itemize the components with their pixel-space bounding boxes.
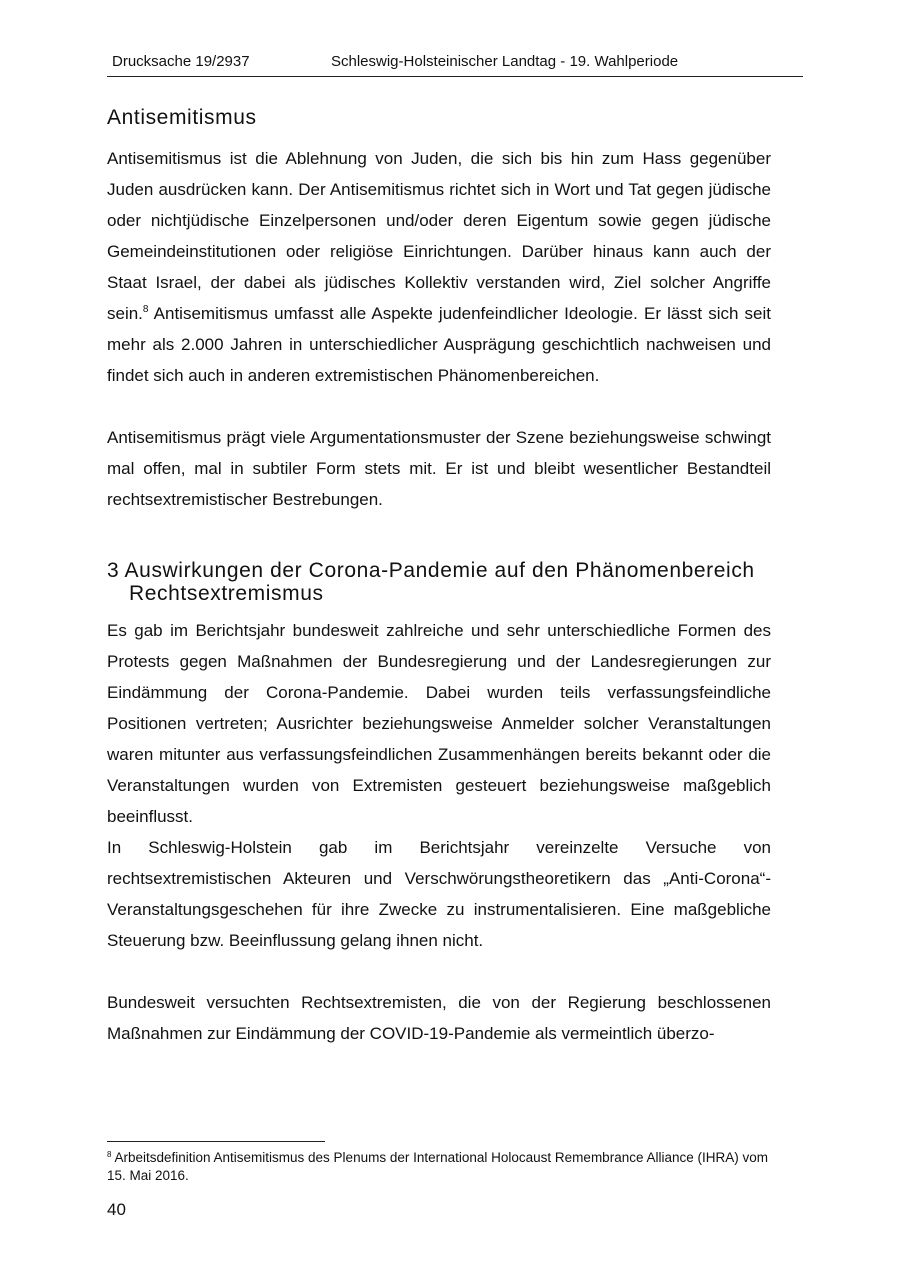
paragraph-gap bbox=[107, 391, 771, 422]
footnote-divider bbox=[107, 1141, 325, 1142]
paragraph-corona-protests: Es gab im Berichtsjahr bundesweit zahlreiche und sehr unterschiedliche Formen des Protests gegen Maßnahmen der Bundesregierung und der Landesregierungen zur Eindämmung der Corona-Pandemie. Dabei wurden teils verfassungsfeindliche Positionen vertreten; Ausrichter beziehungsweise Anmelder solcher Veranstaltungen waren mitunter aus verfassungsfeindlichen Zusammenhängen bereits bekannt oder die Veranstaltungen wurden von Extremisten gesteuert beziehungsweise maßgeblich beeinflusst. bbox=[107, 621, 771, 826]
heading-corona-chapter: 3 Auswirkungen der Corona-Pandemie auf den Phänomenbereich Rechtsextremismus bbox=[107, 559, 755, 605]
section-gap bbox=[107, 515, 771, 559]
page-number: 40 bbox=[107, 1200, 126, 1219]
paragraph-corona-bundesweit: Bundesweit versuchten Rechtsextremisten, die von der Regierung beschlossenen Maßnahmen zur Eindämmung der COVID-19-Pandemie als vermeintlich überzo- bbox=[107, 993, 771, 1043]
document-number: Drucksache 19/2937 bbox=[112, 53, 250, 70]
footnote bbox=[107, 1149, 771, 1185]
paragraph-text: Antisemitismus umfasst alle Aspekte judenfeindlicher Ideologie. Er lässt sich seit mehr als 2.000 Jahren in unterschiedlicher Ausprägung geschichtlich nachweisen und findet sich auch in anderen extremistischen Phänomenbereichen. bbox=[107, 304, 771, 385]
paragraph-corona-schleswig-holstein: In Schleswig-Holstein gab im Berichtsjahr vereinzelte Versuche von rechtsextremistischen Akteuren und Verschwörungstheoretikern das „Anti-Corona“-Veranstaltungsgeschehen für ihre Zwecke zu instrumentalisieren. Eine maßgebliche Steuerung bzw. Beeinflussung gelang ihnen nicht. bbox=[107, 838, 771, 950]
paragraph-antisemitismus-scene: Antisemitismus prägt viele Argumentationsmuster der Szene beziehungsweise schwingt mal offen, mal in subtiler Form stets mit. Er ist und bleibt wesentlicher Bestandteil rechtsextremistischer Bestrebungen. bbox=[107, 428, 771, 509]
footnote-text: Arbeitsdefinition Antisemitismus des Plenums der International Holocaust Remembrance Alliance (IHRA) vom 15. Mai 2016. bbox=[107, 1150, 768, 1183]
heading-antisemitismus: Antisemitismus bbox=[107, 106, 257, 129]
paragraph-text: Antisemitismus ist die Ablehnung von Juden, die sich bis hin zum Hass gegenüber Juden ausdrücken kann. Der Antisemitismus richtet sich in Wort und Tat gegen jüdische oder nichtjüdische Einzelpersonen und/oder deren Eigentum sowie gegen jüdische Gemeindeinstitutionen oder religiöse Einrichtungen. Darüber hinaus kann auch der Staat Israel, der dabei als jüdisches Kollektiv verstanden wird, Ziel solcher Angriffe sein. bbox=[107, 149, 771, 323]
paragraph-gap bbox=[107, 956, 771, 987]
page-body bbox=[107, 105, 771, 1049]
page-header bbox=[107, 52, 803, 77]
footnote-marker: 8 bbox=[107, 1150, 112, 1159]
footnote-reference: 8 bbox=[142, 304, 149, 315]
parliament-title: Schleswig-Holsteinischer Landtag - 19. Wahlperiode bbox=[331, 53, 679, 70]
paragraph-antisemitismus-definition bbox=[107, 143, 771, 391]
